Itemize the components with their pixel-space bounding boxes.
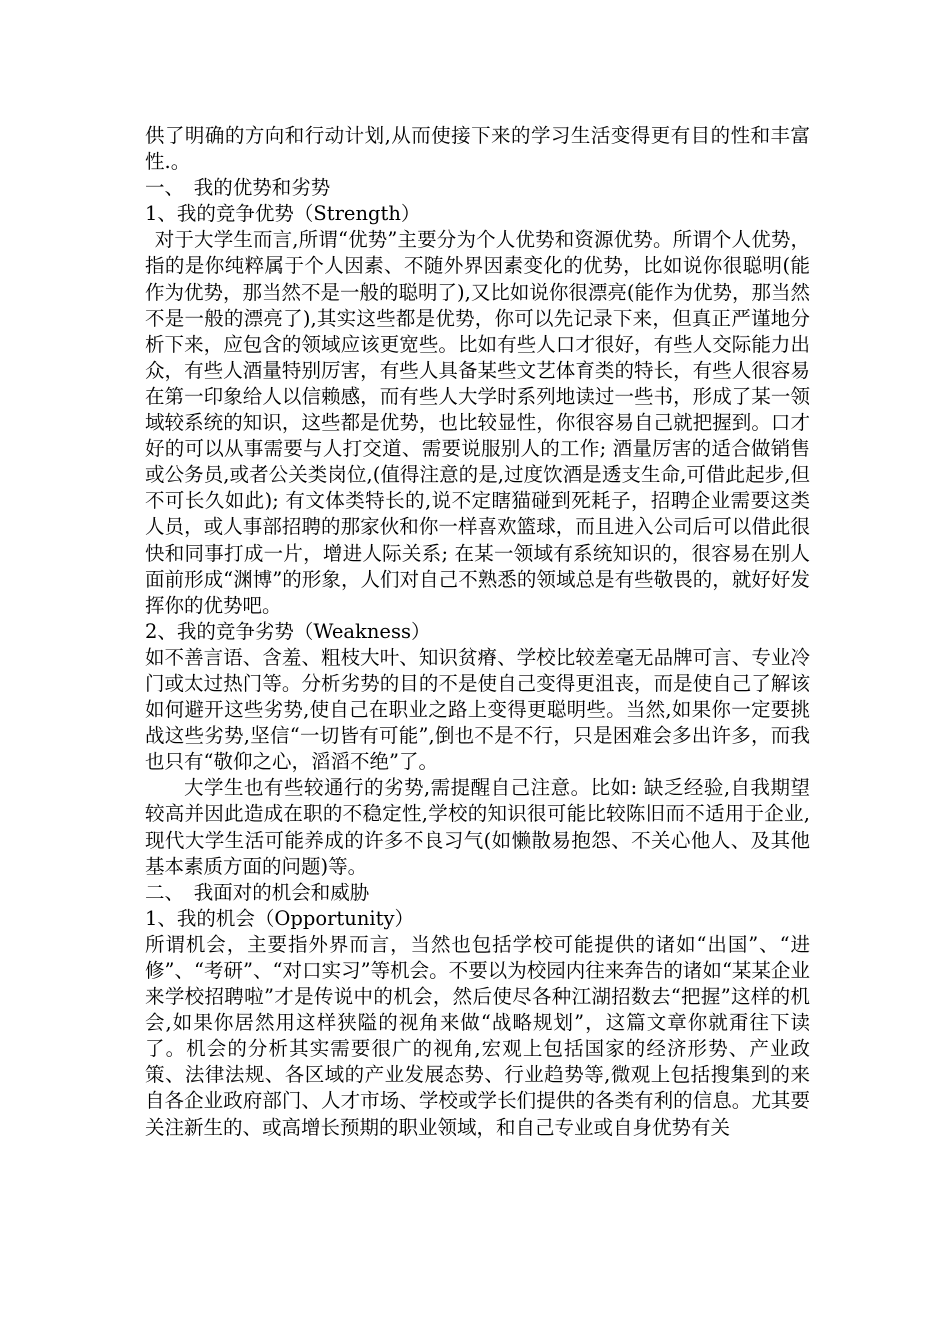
weakness-paragraph-2: 大学生也有些较通行的劣势,需提醒自己注意。比如: 缺乏经验,自我期望较高并因此造成在职的不稳定性,学校的知识很可能比较陈旧而不适用于企业,现代大学生活可能养成的许多不良习气(如懒散易抱怨、不关心他人、及其他基本素质方面的问题)等。 bbox=[145, 776, 810, 878]
section-heading-strengths-weaknesses: 一、 我的优势和劣势 bbox=[145, 176, 331, 200]
document-page bbox=[145, 123, 810, 1141]
section-heading-opportunities-threats: 二、 我面对的机会和威胁 bbox=[145, 880, 370, 904]
strength-paragraph: 对于大学生而言,所谓“优势”主要分为个人优势和资源优势。所谓个人优势，指的是你纯粹属于个人因素、不随外界因素变化的优势，比如说你很聪明(能作为优势，那当然不是一般的聪明了),又比如说你很漂亮(能作为优势，那当然不是一般的漂亮了),其实这些都是优势，你可以先记录下来，但真正严谨地分析下来，应包含的领域应该更宽些。比如有些人口才很好，有些人交际能力出众，有些人酒量特别厉害，有些人具备某些文艺体育类的特长，有些人很容易在第一印象给人以信赖感，而有些人大学时系列地读过一些书，形成了某一领域较系统的知识，这些都是优势，也比较显性，你很容易自己就把握到。口才好的可以从事需要与人打交道、需要说服别人的工作; 酒量厉害的适合做销售或公务员,或者公关类岗位,(值得注意的是,过度饮酒是透支生命,可借此起步,但不可长久如此); 有文体类特长的,说不定瞎猫碰到死耗子，招聘企业需要这类人员，或人事部招聘的那家伙和你一样喜欢篮球，而且进入公司后可以借此很快和同事打成一片，增进人际关系; 在某一领域有系统知识的，很容易在别人面前形成“渊博”的形象，人们对自己不熟悉的领域总是有些敬畏的，就好好发挥你的优势吧。 bbox=[145, 228, 810, 617]
weakness-heading: 2、我的竞争劣势（Weakness） bbox=[145, 619, 431, 643]
opportunity-heading: 1、我的机会（Opportunity） bbox=[145, 906, 414, 930]
intro-paragraph-tail: 供了明确的方向和行动计划,从而使接下来的学习生活变得更有目的性和丰富性.。 bbox=[145, 124, 810, 174]
opportunity-paragraph: 所谓机会，主要指外界而言，当然也包括学校可能提供的诸如“出国”、“进修”、“考研”、“对口实习”等机会。不要以为校园内往来奔告的诸如“某某企业来学校招聘啦”才是传说中的机会，然后使尽各种江湖招数去“把握”这样的机会,如果你居然用这样狭隘的视角来做“战略规划”，这篇文章你就甭往下读了。机会的分析其实需要很广的视角,宏观上包括国家的经济形势、产业政策、法律法规、各区域的产业发展态势、行业趋势等,微观上包括搜集到的来自各企业政府部门、人才市场、学校或学长们提供的各类有利的信息。尤其要关注新生的、或高增长预期的职业领域，和自己专业或自身优势有关 bbox=[145, 932, 810, 1139]
weakness-paragraph: 如不善言语、含羞、粗枝大叶、知识贫瘠、学校比较差毫无品牌可言、专业冷门或太过热门等。分析劣势的目的不是使自己变得更沮丧，而是使自己了解该如何避开这些劣势,使自己在职业之路上变得更聪明些。当然,如果你一定要挑战这些劣势,坚信“一切皆有可能”,倒也不是不行，只是困难会多出许多，而我也只有“敬仰之心，滔滔不绝”了。 bbox=[145, 645, 810, 774]
strength-heading: 1、我的竞争优势（Strength） bbox=[145, 202, 421, 226]
